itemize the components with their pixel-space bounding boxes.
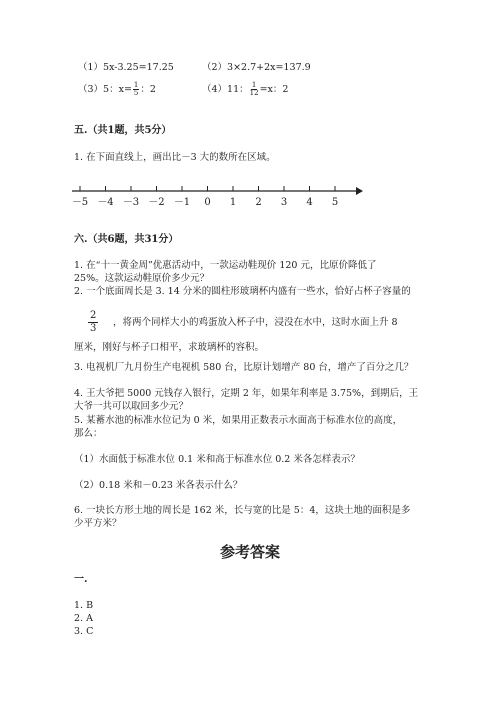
- question-1-line-2: 25%。这款运动鞋原价多少元？: [74, 273, 210, 284]
- answers-section-1: 一.: [74, 574, 88, 585]
- question-2-fraction: [88, 310, 98, 335]
- number-line-tick-label: －1: [173, 197, 191, 208]
- question-3: 3. 电视机厂九月份生产电视机 580 台，比原计划增产 80 台，增产了百分之几？: [74, 362, 414, 373]
- question-4-line-1: 4. 王大爷把 5000 元钱存入银行，定期 2 年，如果年利率是 3.75%，到期后，王: [74, 388, 419, 399]
- fraction-denominator: 12: [249, 89, 259, 97]
- question-4-line-2: 大爷一共可以取回多少元？: [74, 401, 189, 412]
- answer-3: 3. C: [74, 626, 94, 637]
- number-line-tick-label: －3: [122, 197, 140, 208]
- equation-3-prefix: （3）5：x=: [78, 84, 132, 95]
- number-line-tick-label: 4: [306, 197, 313, 208]
- number-line-ticks: [72, 186, 338, 208]
- fraction-denominator: 3: [90, 323, 97, 334]
- question-5-line-1: 5. 某蓄水池的标准水位记为 0 米，如果用正数表示水面高于标准水位的高度，: [74, 415, 403, 426]
- answer-2: 2. A: [74, 613, 93, 624]
- number-line: [70, 180, 370, 210]
- question-5-sub-1: （1）水面低于标准水位 0.1 米和高于标准水位 0.2 米各怎样表示？: [74, 454, 360, 465]
- equation-3-fraction: [133, 82, 139, 97]
- equation-1: （1）5x-3.25=17.25: [78, 62, 174, 73]
- section-5-question-1: 1. 在下面直线上，画出比－3 大的数所在区域。: [74, 152, 276, 163]
- equation-4: [202, 82, 288, 97]
- question-2-line-3: 厘米，刚好与杯子口相平，求玻璃杯的容积。: [74, 342, 265, 353]
- number-line-tick-label: －4: [97, 197, 114, 208]
- number-line-tick-label: －5: [71, 197, 89, 208]
- number-line-tick-label: 1: [229, 197, 237, 208]
- number-line-tick-label: 3: [280, 197, 288, 208]
- question-2-line-2: ，将两个同样大小的鸡蛋放入杯子中，浸没在水中，这时水面上升 8: [113, 317, 398, 328]
- equation-4-suffix: =x：2: [259, 84, 289, 95]
- question-6-line-2: 少平方米？: [74, 518, 122, 529]
- answers-title: 参考答案: [219, 543, 280, 561]
- number-line-tick-label: 5: [331, 197, 339, 208]
- number-line-tick-label: 0: [204, 197, 211, 208]
- section-5-heading: 五.（共1题，共5分）: [74, 125, 172, 136]
- number-line-tick-label: 2: [255, 197, 262, 208]
- fraction-numerator: 2: [90, 310, 97, 321]
- equation-2: （2）3×2.7+2x=137.9: [202, 62, 311, 73]
- equation-3-suffix: ：2: [140, 84, 156, 95]
- question-5-line-2: 那么：: [74, 428, 103, 439]
- equation-3: [78, 82, 156, 97]
- equation-4-fraction: [250, 82, 259, 97]
- question-5-sub-2: （2）0.18 米和－0.23 米各表示什么？: [74, 480, 243, 491]
- section-6-heading: 六.（共6题，共31分）: [74, 234, 179, 245]
- question-1-line-1: 1. 在“十一黄金周”优惠活动中，一款运动鞋现价 120 元，比原价降低了: [74, 260, 377, 271]
- answer-1: 1. B: [74, 600, 94, 611]
- number-line-tick-label: －2: [148, 197, 165, 208]
- question-6-line-1: 6. 一块长方形土地的周长是 162 米，长与宽的比是 5：4，这块土地的面积是多: [74, 505, 411, 516]
- fraction-denominator: 5: [133, 89, 139, 97]
- fraction-numerator: 1: [133, 81, 139, 89]
- question-2-line-1: 2. 一个底面周长是 3. 14 分米的圆柱形玻璃杯内盛有一些水，恰好占杯子容量的: [74, 286, 411, 297]
- fraction-numerator: 1: [251, 81, 257, 89]
- arrow-right-icon: [356, 187, 363, 195]
- equation-4-prefix: （4）11：: [202, 84, 249, 95]
